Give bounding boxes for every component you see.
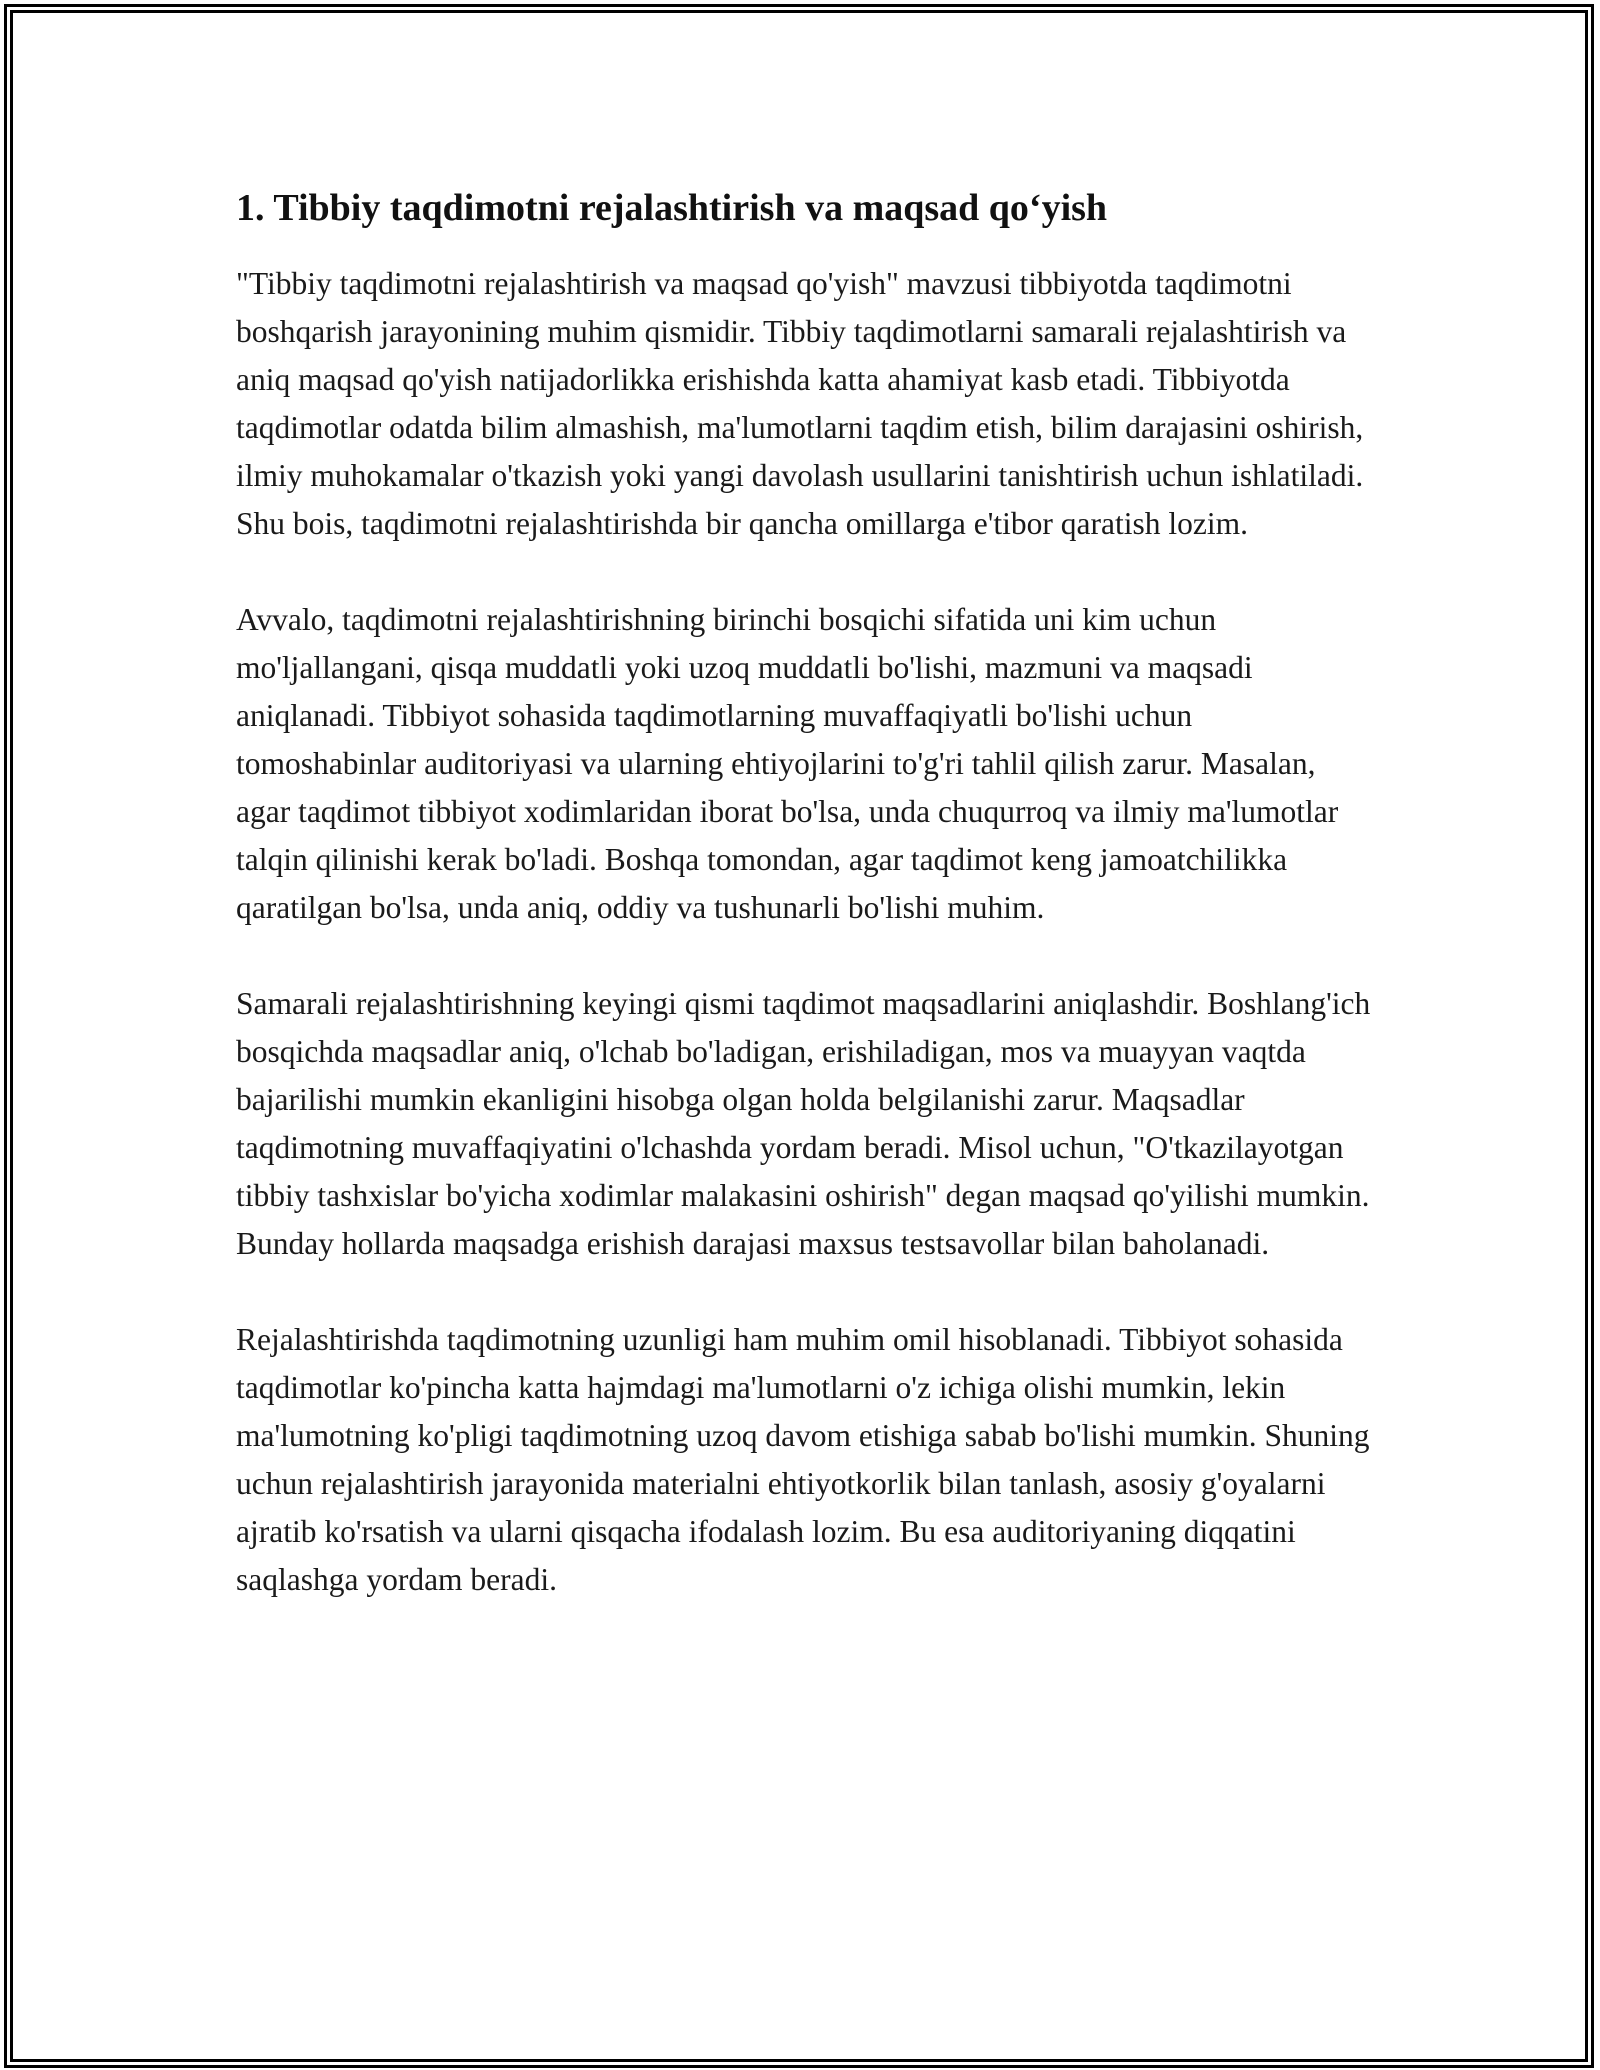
document-body bbox=[236, 184, 1376, 1652]
paragraph-length: Rejalashtirishda taqdimotning uzunligi ham muhim omil hisoblanadi. Tibbiyot sohasida taqdimotlar ko'pincha katta hajmdagi ma'lumotlarni o'z ichiga olishi mumkin, lekin ma'lumotning ko'pligi taqdimotning uzoq davom etishiga sabab bo'lishi mumkin. Shuning uchun rejalashtirish jarayonida materialni ehtiyotkorlik bilan tanlash, asosiy g'oyalarni ajratib ko'rsatish va ularni qisqacha ifodalash lozim. Bu esa auditoriyaning diqqatini saqlashga yordam beradi. bbox=[236, 1322, 1370, 1597]
section-heading: 1. Tibbiy taqdimotni rejalashtirish va maqsad qo‘yish bbox=[236, 187, 1108, 229]
paragraph-goals: Samarali rejalashtirishning keyingi qismi taqdimot maqsadlarini aniqlashdir. Boshlang'ich bosqichda maqsadlar aniq, o'lchab bo'ladigan, erishiladigan, mos va muayyan vaqtda bajarilishi mumkin ekanligini hisobga olgan holda belgilanishi zarur. Maqsadlar taqdimotning muvaffaqiyatini o'lchashda yordam beradi. Misol uchun, "O'tkazilayotgan tibbiy tashxislar bo'yicha xodimlar malakasini oshirish" degan maqsad qo'yilishi mumkin. Bunday hollarda maqsadga erishish darajasi maxsus testsavollar bilan baholanadi. bbox=[236, 986, 1371, 1261]
paragraph-audience: Avvalo, taqdimotni rejalashtirishning birinchi bosqichi sifatida uni kim uchun mo'ljallangani, qisqa muddatli yoki uzoq muddatli bo'lishi, mazmuni va maqsadi aniqlanadi. Tibbiyot sohasida taqdimotlarning muvaffaqiyatli bo'lishi uchun tomoshabinlar auditoriyasi va ularning ehtiyojlarini to'g'ri tahlil qilish zarur. Masalan, agar taqdimot tibbiyot xodimlaridan iborat bo'lsa, unda chuqurroq va ilmiy ma'lumotlar talqin qilinishi kerak bo'ladi. Boshqa tomondan, agar taqdimot keng jamoatchilikka qaratilgan bo'lsa, unda aniq, oddiy va tushunarli bo'lishi muhim. bbox=[236, 602, 1339, 925]
paragraph-intro: "Tibbiy taqdimotni rejalashtirish va maqsad qo'yish" mavzusi tibbiyotda taqdimotni boshqarish jarayonining muhim qismidir. Tibbiy taqdimotlarni samarali rejalashtirish va aniq maqsad qo'yish natijadorlikka erishishda katta ahamiyat kasb etadi. Tibbiyotda taqdimotlar odatda bilim almashish, ma'lumotlarni taqdim etish, bilim darajasini oshirish, ilmiy muhokamalar o'tkazish yoki yangi davolash usullarini tanishtirish uchun ishlatiladi. Shu bois, taqdimotni rejalashtirishda bir qancha omillarga e'tibor qaratish lozim. bbox=[236, 266, 1364, 541]
